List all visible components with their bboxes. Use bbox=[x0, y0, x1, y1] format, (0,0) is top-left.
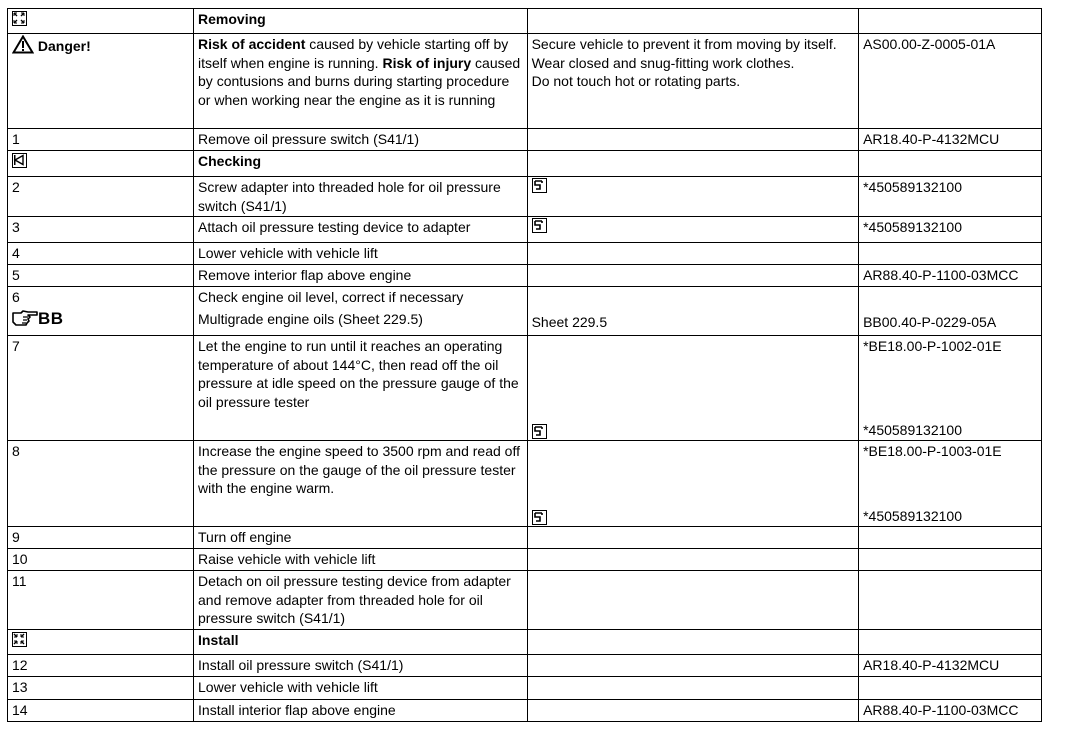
step-number: 2 bbox=[12, 179, 20, 195]
step-text: Attach oil pressure testing device to adapter bbox=[198, 219, 471, 235]
table-row bbox=[8, 700, 1042, 722]
table-row bbox=[8, 243, 1042, 265]
step-number: 14 bbox=[12, 702, 28, 718]
step-text: Lower vehicle with vehicle lift bbox=[198, 245, 378, 261]
step-number: 8 bbox=[12, 443, 20, 459]
step-text: Remove oil pressure switch (S41/1) bbox=[198, 131, 419, 147]
table-row bbox=[8, 217, 1042, 243]
step-number: 12 bbox=[12, 657, 28, 673]
table-row bbox=[8, 441, 1042, 527]
document-reference: AR88.40-P-1100-03MCC bbox=[863, 267, 1019, 283]
section-heading: Removing bbox=[198, 11, 266, 27]
document-reference: AR88.40-P-1100-03MCC bbox=[863, 702, 1019, 718]
document-reference: AR18.40-P-4132MCU bbox=[863, 131, 1000, 147]
table-row bbox=[8, 571, 1042, 630]
step-text: Raise vehicle with vehicle lift bbox=[198, 551, 376, 567]
table-row bbox=[8, 527, 1042, 549]
step-number: 3 bbox=[12, 219, 20, 235]
table-row bbox=[8, 151, 1042, 177]
table-row bbox=[8, 336, 1042, 441]
procedure-table bbox=[7, 8, 1042, 722]
special-tool-icon bbox=[532, 510, 547, 525]
safety-measure: Wear closed and snug-fitting work clothes. bbox=[531, 54, 795, 71]
step-number: 10 bbox=[12, 551, 28, 567]
table-row bbox=[8, 549, 1042, 571]
step-text: Install interior flap above engine bbox=[198, 702, 396, 718]
table-row bbox=[8, 34, 1042, 129]
special-tool-icon bbox=[532, 218, 547, 233]
step-text: Lower vehicle with vehicle lift bbox=[198, 679, 378, 695]
table-row bbox=[8, 9, 1042, 34]
table-row bbox=[8, 655, 1042, 677]
step-number: 11 bbox=[12, 573, 27, 589]
step-number: 1 bbox=[12, 131, 20, 147]
document-reference: BB00.40-P-0229-05A bbox=[863, 313, 997, 330]
install-icon bbox=[12, 632, 27, 647]
step-text: Let the engine to run until it reaches an operating temperature of about 144°C, then read off the oil pressure at idle speed on the pressure gauge of the oil pressure tester bbox=[198, 338, 519, 410]
step-text: Turn off engine bbox=[198, 529, 292, 545]
safety-measure: Secure vehicle to prevent it from moving by itself. bbox=[531, 36, 837, 52]
tool-number: *450589132100 bbox=[863, 219, 962, 235]
step-subtext: Multigrade engine oils (Sheet 229.5) bbox=[198, 310, 423, 327]
step-text: Install oil pressure switch (S41/1) bbox=[198, 657, 404, 673]
tool-number: *450589132100 bbox=[863, 421, 962, 438]
cross-reference-label: BB bbox=[38, 308, 64, 328]
step-number: 4 bbox=[12, 245, 20, 261]
step-text: Remove interior flap above engine bbox=[198, 267, 412, 283]
table-row bbox=[8, 630, 1042, 655]
step-number: 5 bbox=[12, 267, 20, 283]
tool-number: *450589132100 bbox=[863, 507, 962, 524]
checking-icon bbox=[12, 153, 27, 168]
table-row bbox=[8, 129, 1042, 151]
danger-description: Risk of accident caused by vehicle starting off by itself when engine is running. Risk of injury caused by contusions and burns during starting procedure or when working near the engine as it is running bbox=[194, 34, 528, 129]
document-reference: *BE18.00-P-1002-01E bbox=[863, 338, 1002, 354]
document-reference: *BE18.00-P-1003-01E bbox=[863, 443, 1002, 459]
special-tool-icon bbox=[532, 178, 547, 193]
table-row bbox=[8, 287, 1042, 336]
step-number: 6 bbox=[12, 289, 20, 305]
document-reference: AS00.00-Z-0005-01A bbox=[863, 36, 996, 52]
step-number: 9 bbox=[12, 529, 20, 545]
tool-number: *450589132100 bbox=[863, 179, 962, 195]
step-number: 13 bbox=[12, 679, 28, 695]
step-text: Check engine oil level, correct if necessary bbox=[198, 289, 464, 305]
table-row bbox=[8, 677, 1042, 700]
section-heading: Checking bbox=[198, 153, 262, 169]
document-reference: AR18.40-P-4132MCU bbox=[863, 657, 1000, 673]
removal-icon bbox=[12, 11, 27, 26]
pointing-hand-icon bbox=[12, 310, 38, 331]
special-tool-icon bbox=[532, 424, 547, 439]
step-text: Screw adapter into threaded hole for oil pressure switch (S41/1) bbox=[198, 179, 501, 214]
section-heading: Install bbox=[198, 632, 239, 648]
sheet-reference: Sheet 229.5 bbox=[531, 313, 608, 330]
table-row bbox=[8, 177, 1042, 217]
step-number: 7 bbox=[12, 338, 20, 354]
step-text: Detach on oil pressure testing device from adapter and remove adapter from threaded hole for oil pressure switch (S41/1) bbox=[198, 573, 511, 626]
table-row bbox=[8, 265, 1042, 287]
danger-label: Danger! bbox=[37, 38, 91, 54]
warning-icon bbox=[12, 35, 34, 59]
safety-measure: Do not touch hot or rotating parts. bbox=[531, 73, 741, 89]
step-text: Increase the engine speed to 3500 rpm and read off the pressure on the gauge of the oil pressure tester with the engine warm. bbox=[198, 443, 520, 496]
